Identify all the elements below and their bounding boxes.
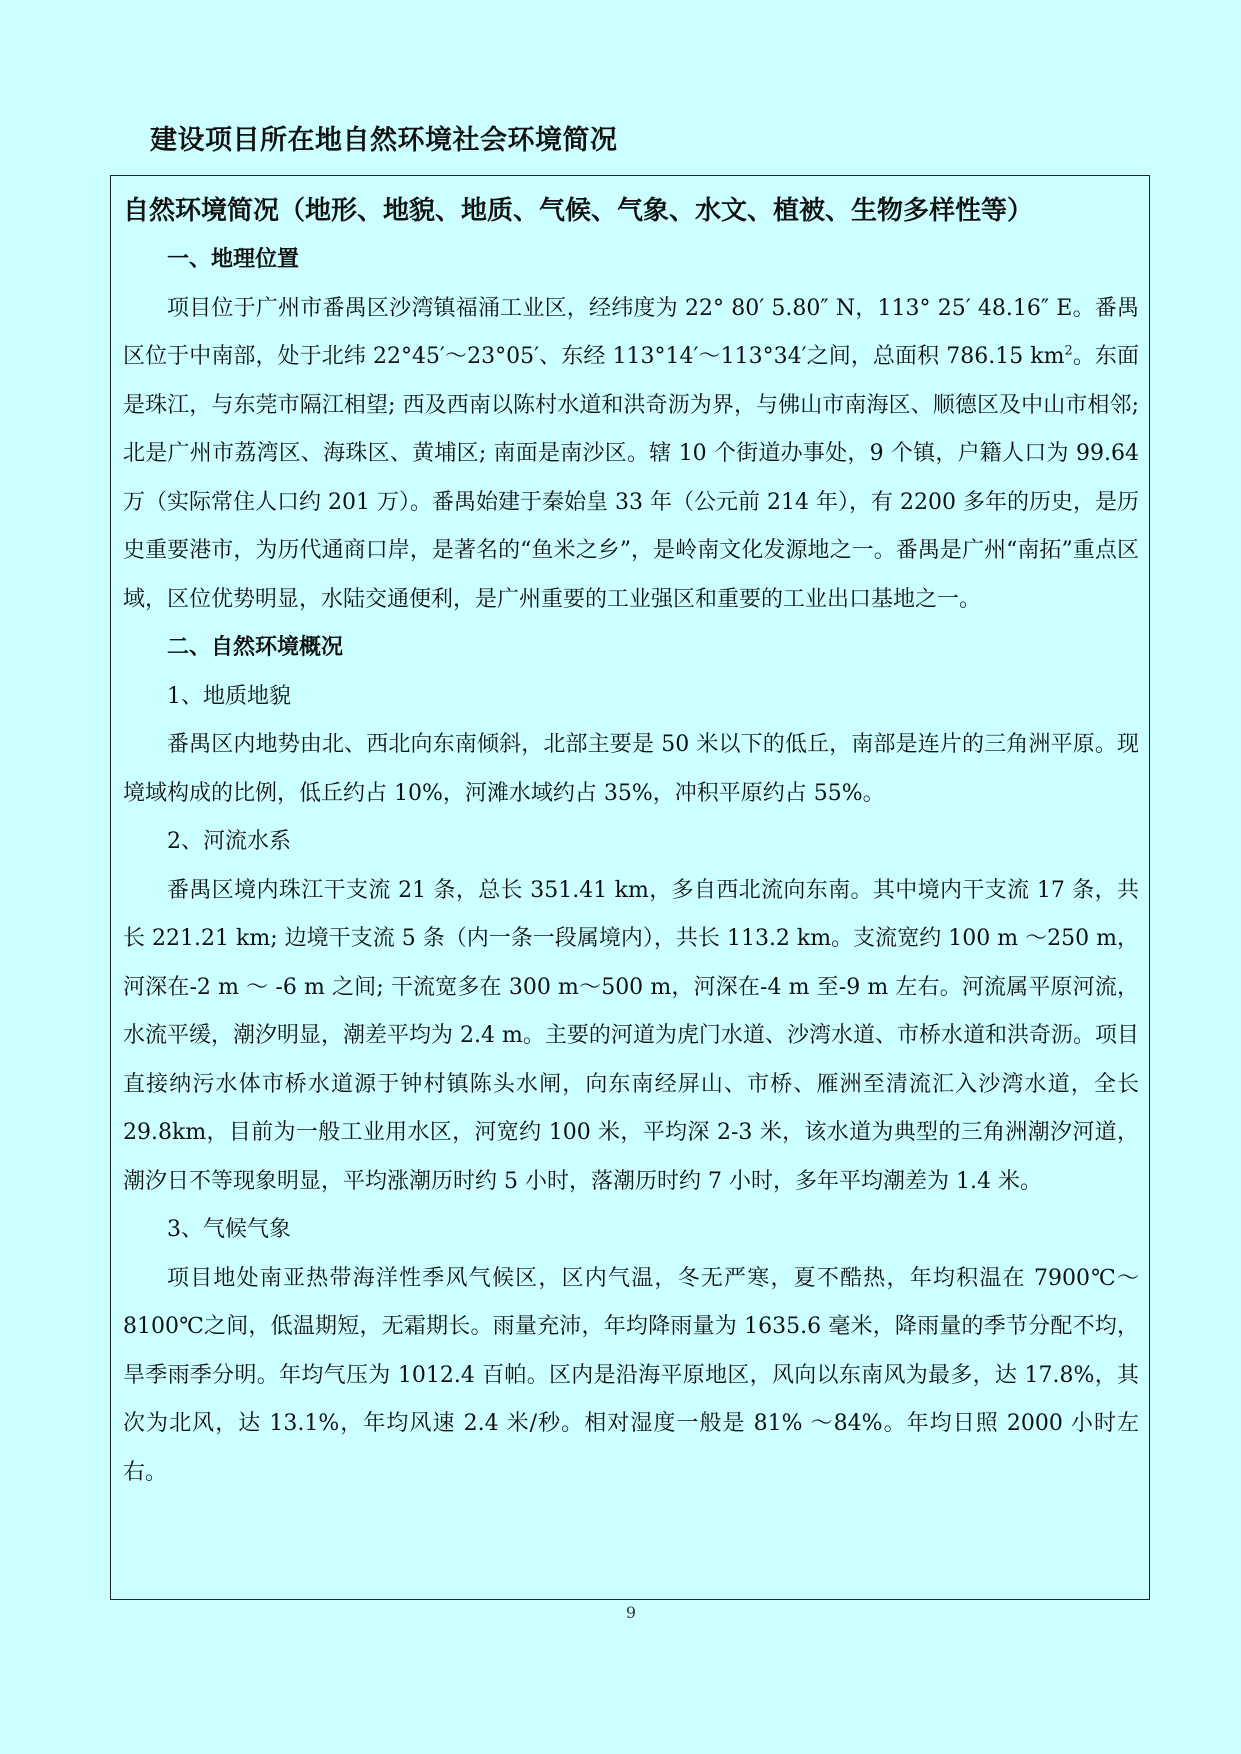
- paragraph-geology: 番禺区内地势由北、西北向东南倾斜，北部主要是 50 米以下的低丘，南部是连片的三角洲平原。现境域构成的比例，低丘约占 10%，河滩水域约占 35%，冲积平原约占 55%。: [123, 732, 1139, 806]
- section-heading-environment: 二、自然环境概况: [167, 635, 344, 660]
- box-title: 自然环境简况（地形、地貌、地质、气候、气象、水文、植被、生物多样性等）: [123, 196, 1034, 226]
- content-frame: [110, 175, 1150, 1600]
- paragraph-location-text-2: 。东面是珠江，与东莞市隔江相望; 西及西南以陈村水道和洪奇沥为界，与佛山市南海区、顺德区及中山市相邻; 北是广州市荔湾区、海珠区、黄埔区; 南面是南沙区。辖 10 个街道办事处，9 个镇，户籍人口为 99.64 万（实际常住人口约 201 万）。番禺始建于秦始皇 33 年（公元前 214 年），有 2200 多年的历史，是历史重要港市，为历代通商口岸，是著名的“鱼米之乡”，是岭南文化发源地之一。番禺是广州“南拓”重点区域，区位优势明显，水陆交通便利，是广州重要的工业强区和重要的工业出口基地之一。: [123, 344, 1139, 612]
- content-body: [123, 236, 1139, 1497]
- paragraph-location-text-1: 项目位于广州市番禺区沙湾镇福涌工业区，经纬度为 22° 80′ 5.80″ N，113° 25′ 48.16″ E。番禺区位于中南部，处于北纬 22°45′～23°05′、东经 113°14′～113°34′之间，总面积 786.15 km: [123, 295, 1139, 369]
- superscript-2: 2: [1064, 343, 1073, 359]
- paragraph-climate: 项目地处南亚热带海洋性季风气候区，区内气温，冬无严寒，夏不酷热，年均积温在 7900℃～ 8100℃之间，低温期短，无霜期长。雨量充沛，年均降雨量为 1635.6 毫米，降雨量的季节分配不均，旱季雨季分明。年均气压为 1012.4 百帕。区内是沿海平原地区，风向以东南风为最多，达 17.8%，其次为北风，达 13.1%，年均风速 2.4 米/秒。相对湿度一般是 81% ～84%。年均日照 2000 小时左右。: [123, 1265, 1139, 1485]
- paragraph-location: [123, 285, 1139, 625]
- page-heading: 建设项目所在地自然环境社会环境简况: [150, 125, 618, 156]
- paragraph-rivers: 番禺区境内珠江干支流 21 条，总长 351.41 km，多自西北流向东南。其中境内干支流 17 条，共长 221.21 km; 边境干支流 5 条（内一条一段属境内），共长 113.2 km。支流宽约 100 m ～250 m，河深在-2 m ～ -6 m 之间; 干流宽多在 300 m～500 m，河深在-4 m 至-9 m 左右。河流属平原河流，水流平缓，潮汐明显，潮差平均为 2.4 m。主要的河道为虎门水道、沙湾水道、市桥水道和洪奇沥。项目直接纳污水体市桥水道源于钟村镇陈头水闸，向东南经屏山、市桥、雁洲至清流汇入沙湾水道，全长 29.8km，目前为一般工业用水区，河宽约 100 米，平均深 2-3 米，该水道为典型的三角洲潮汐河道，潮汐日不等现象明显，平均涨潮历时约 5 小时，落潮历时约 7 小时，多年平均潮差为 1.4 米。: [123, 877, 1139, 1194]
- subsection-heading-climate: 3、气候气象: [167, 1217, 291, 1242]
- subsection-heading-geology: 1、地质地貌: [167, 683, 291, 709]
- page-number: 9: [625, 1603, 637, 1622]
- subsection-heading-rivers: 2、河流水系: [167, 829, 291, 854]
- section-heading-location: 一、地理位置: [167, 247, 300, 272]
